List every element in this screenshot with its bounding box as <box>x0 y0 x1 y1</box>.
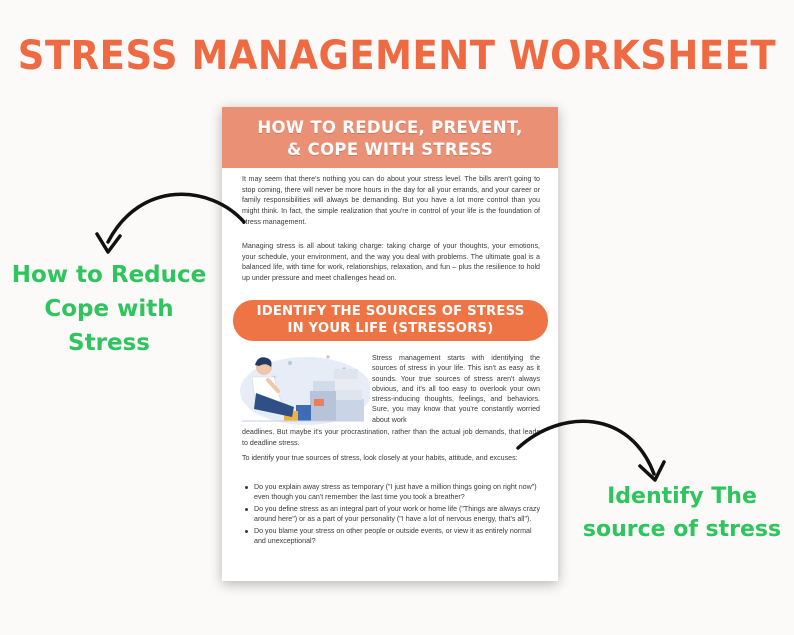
curved-arrow-right-icon <box>512 412 672 490</box>
worksheet-header-line-1: HOW TO REDUCE, PREVENT, <box>257 118 523 137</box>
curved-arrow-left-icon <box>90 190 250 260</box>
list-item: Do you blame your stress on other people or outside events, or view it as entirely normal and unexceptional? <box>242 526 542 547</box>
stressed-person-illustration-icon <box>234 347 370 427</box>
section-continued-text: deadlines. But maybe it's your procrastination, rather than the actual job demands, that leads to deadline stress. <box>242 428 540 447</box>
left-callout-line-2: Cope with <box>44 296 174 322</box>
identify-intro-text: To identify your true sources of stress, look closely at your habits, attitude, and excuses: <box>242 454 518 462</box>
section-title-line-2: IN YOUR LIFE (STRESSORS) <box>287 321 494 336</box>
worksheet-header-line-2: & COPE WITH STRESS <box>286 140 494 159</box>
left-callout <box>6 258 212 360</box>
section-wrap-text: Stress management starts with identifying the sources of stress in your life. This isn't as easy as it sounds. Your true sources of stress aren't always obvious, and it's all too easy to overlook your own stress-inducing thoughts, feelings, and behaviors. Sure, you may know that you're constantly worried about work <box>372 354 540 424</box>
worksheet-page <box>222 107 558 581</box>
section-title-line-1: IDENTIFY THE SOURCES OF STRESS <box>256 304 525 319</box>
section-title-pill <box>233 300 548 341</box>
list-item: Do you define stress as an integral part of your work or home life ("Things are always crazy around here") or as a part of your personality ("I have a lot of nervous energy, that's all"). <box>242 504 542 525</box>
intro-paragraph-2: Managing stress is all about taking charge: taking charge of your thoughts, your emotions, your schedule, your environment, and the way you deal with problems. The ultimate goal is a balanced life, with time for work, relationships, relaxation, and fun – plus the resilience to hold up under pressure and meet challenges head on. <box>242 242 540 283</box>
list-item: Do you explain away stress as temporary ("I just have a million things going on right now") even though you can't remember the last time you took a breather? <box>242 482 542 503</box>
left-callout-line-1: How to Reduce <box>11 262 207 288</box>
worksheet-header-banner <box>222 107 558 168</box>
page-title: STRESS MANAGEMENT WORKSHEET <box>17 32 777 79</box>
right-callout <box>574 480 790 546</box>
right-callout-line-1: Identify The <box>607 484 757 509</box>
excuses-list <box>242 482 542 547</box>
right-callout-line-2: source of stress <box>582 517 782 542</box>
intro-paragraph-1: It may seem that there's nothing you can do about your stress level. The bills aren't going to stop coming, there will never be more hours in the day for all your errands, and your career or family responsibilities will always be demanding. But you have a lot more control than you might think. In fact, the simple realization that you're in control of your life is the foundation of stress management. <box>242 175 540 226</box>
left-callout-line-3: Stress <box>68 330 150 356</box>
